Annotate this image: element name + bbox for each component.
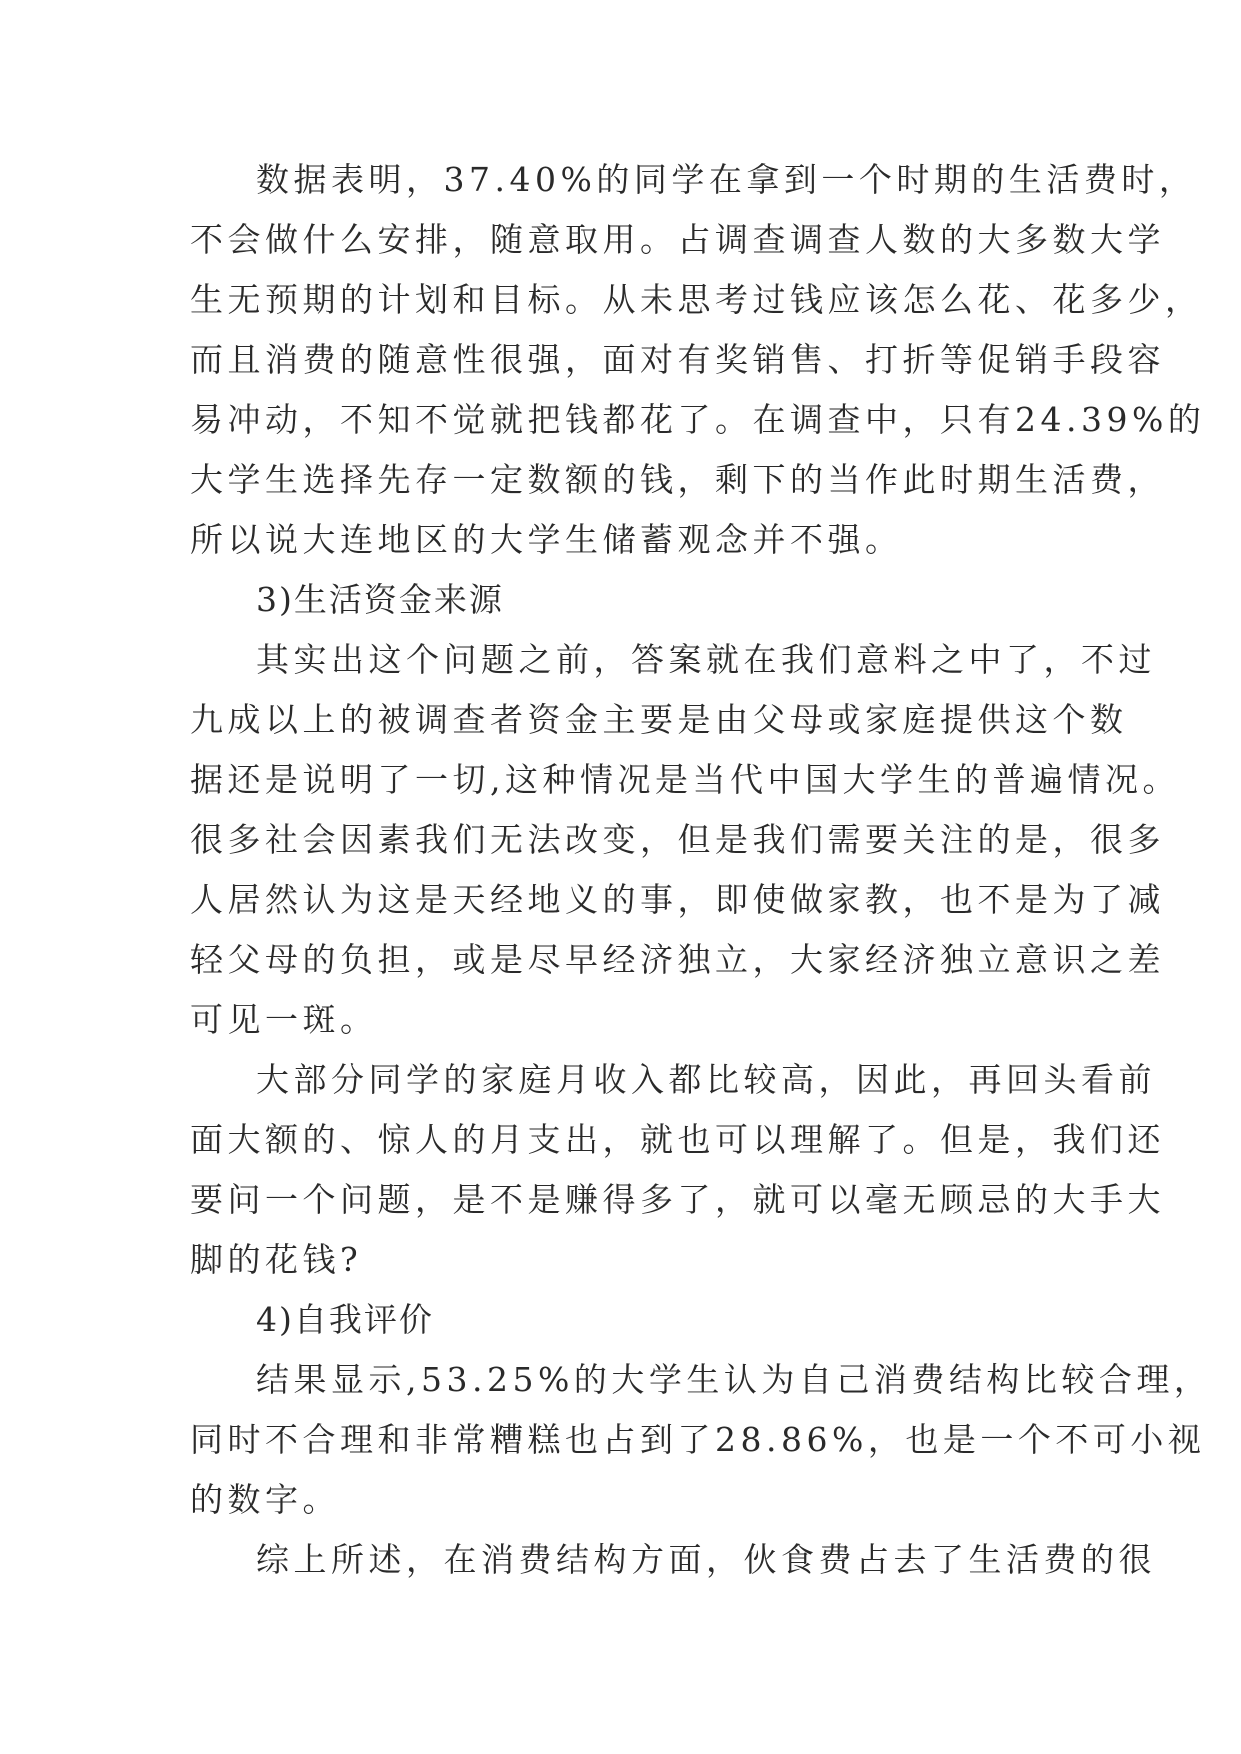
section-heading: 3)生活资金来源 <box>256 580 504 619</box>
paragraph-line: 九成以上的被调查者资金主要是由父母或家庭提供这个数 <box>190 700 1128 739</box>
paragraph-line: 可见一斑。 <box>190 1000 378 1039</box>
paragraph-line: 轻父母的负担，或是尽早经济独立，大家经济独立意识之差 <box>190 940 1165 979</box>
paragraph-line: 而且消费的随意性很强，面对有奖销售、打折等促销手段容 <box>190 340 1165 379</box>
paragraph-line: 据还是说明了一切,这种情况是当代中国大学生的普遍情况。 <box>190 760 1180 799</box>
paragraph-line: 易冲动，不知不觉就把钱都花了。在调查中，只有24.39%的 <box>190 400 1206 439</box>
paragraph-line: 要问一个问题，是不是赚得多了，就可以毫无顾忌的大手大 <box>190 1180 1165 1219</box>
paragraph-line: 生无预期的计划和目标。从未思考过钱应该怎么花、花多少， <box>190 280 1203 319</box>
paragraph-line: 同时不合理和非常糟糕也占到了28.86%，也是一个不可小视 <box>190 1420 1206 1459</box>
paragraph-line: 所以说大连地区的大学生储蓄观念并不强。 <box>190 520 903 559</box>
paragraph-line: 不会做什么安排，随意取用。占调查调查人数的大多数大学 <box>190 220 1165 259</box>
paragraph-line: 大部分同学的家庭月收入都比较高，因此，再回头看前 <box>256 1060 1156 1099</box>
paragraph-line: 很多社会因素我们无法改变，但是我们需要关注的是，很多 <box>190 820 1165 859</box>
paragraph-line: 面大额的、惊人的月支出，就也可以理解了。但是，我们还 <box>190 1120 1165 1159</box>
paragraph-line: 的数字。 <box>190 1480 340 1519</box>
paragraph-line: 数据表明，37.40%的同学在拿到一个时期的生活费时， <box>256 160 1197 199</box>
section-heading: 4)自我评价 <box>256 1300 434 1339</box>
paragraph-line: 大学生选择先存一定数额的钱，剩下的当作此时期生活费， <box>190 460 1165 499</box>
paragraph-line: 脚的花钱? <box>190 1240 363 1279</box>
paragraph-line: 人居然认为这是天经地义的事，即使做家教，也不是为了减 <box>190 880 1165 919</box>
paragraph-line: 综上所述，在消费结构方面，伙食费占去了生活费的很 <box>256 1540 1156 1579</box>
paragraph-line: 结果显示,53.25%的大学生认为自己消费结构比较合理， <box>256 1360 1212 1399</box>
paragraph-line: 其实出这个问题之前，答案就在我们意料之中了，不过 <box>256 640 1156 679</box>
